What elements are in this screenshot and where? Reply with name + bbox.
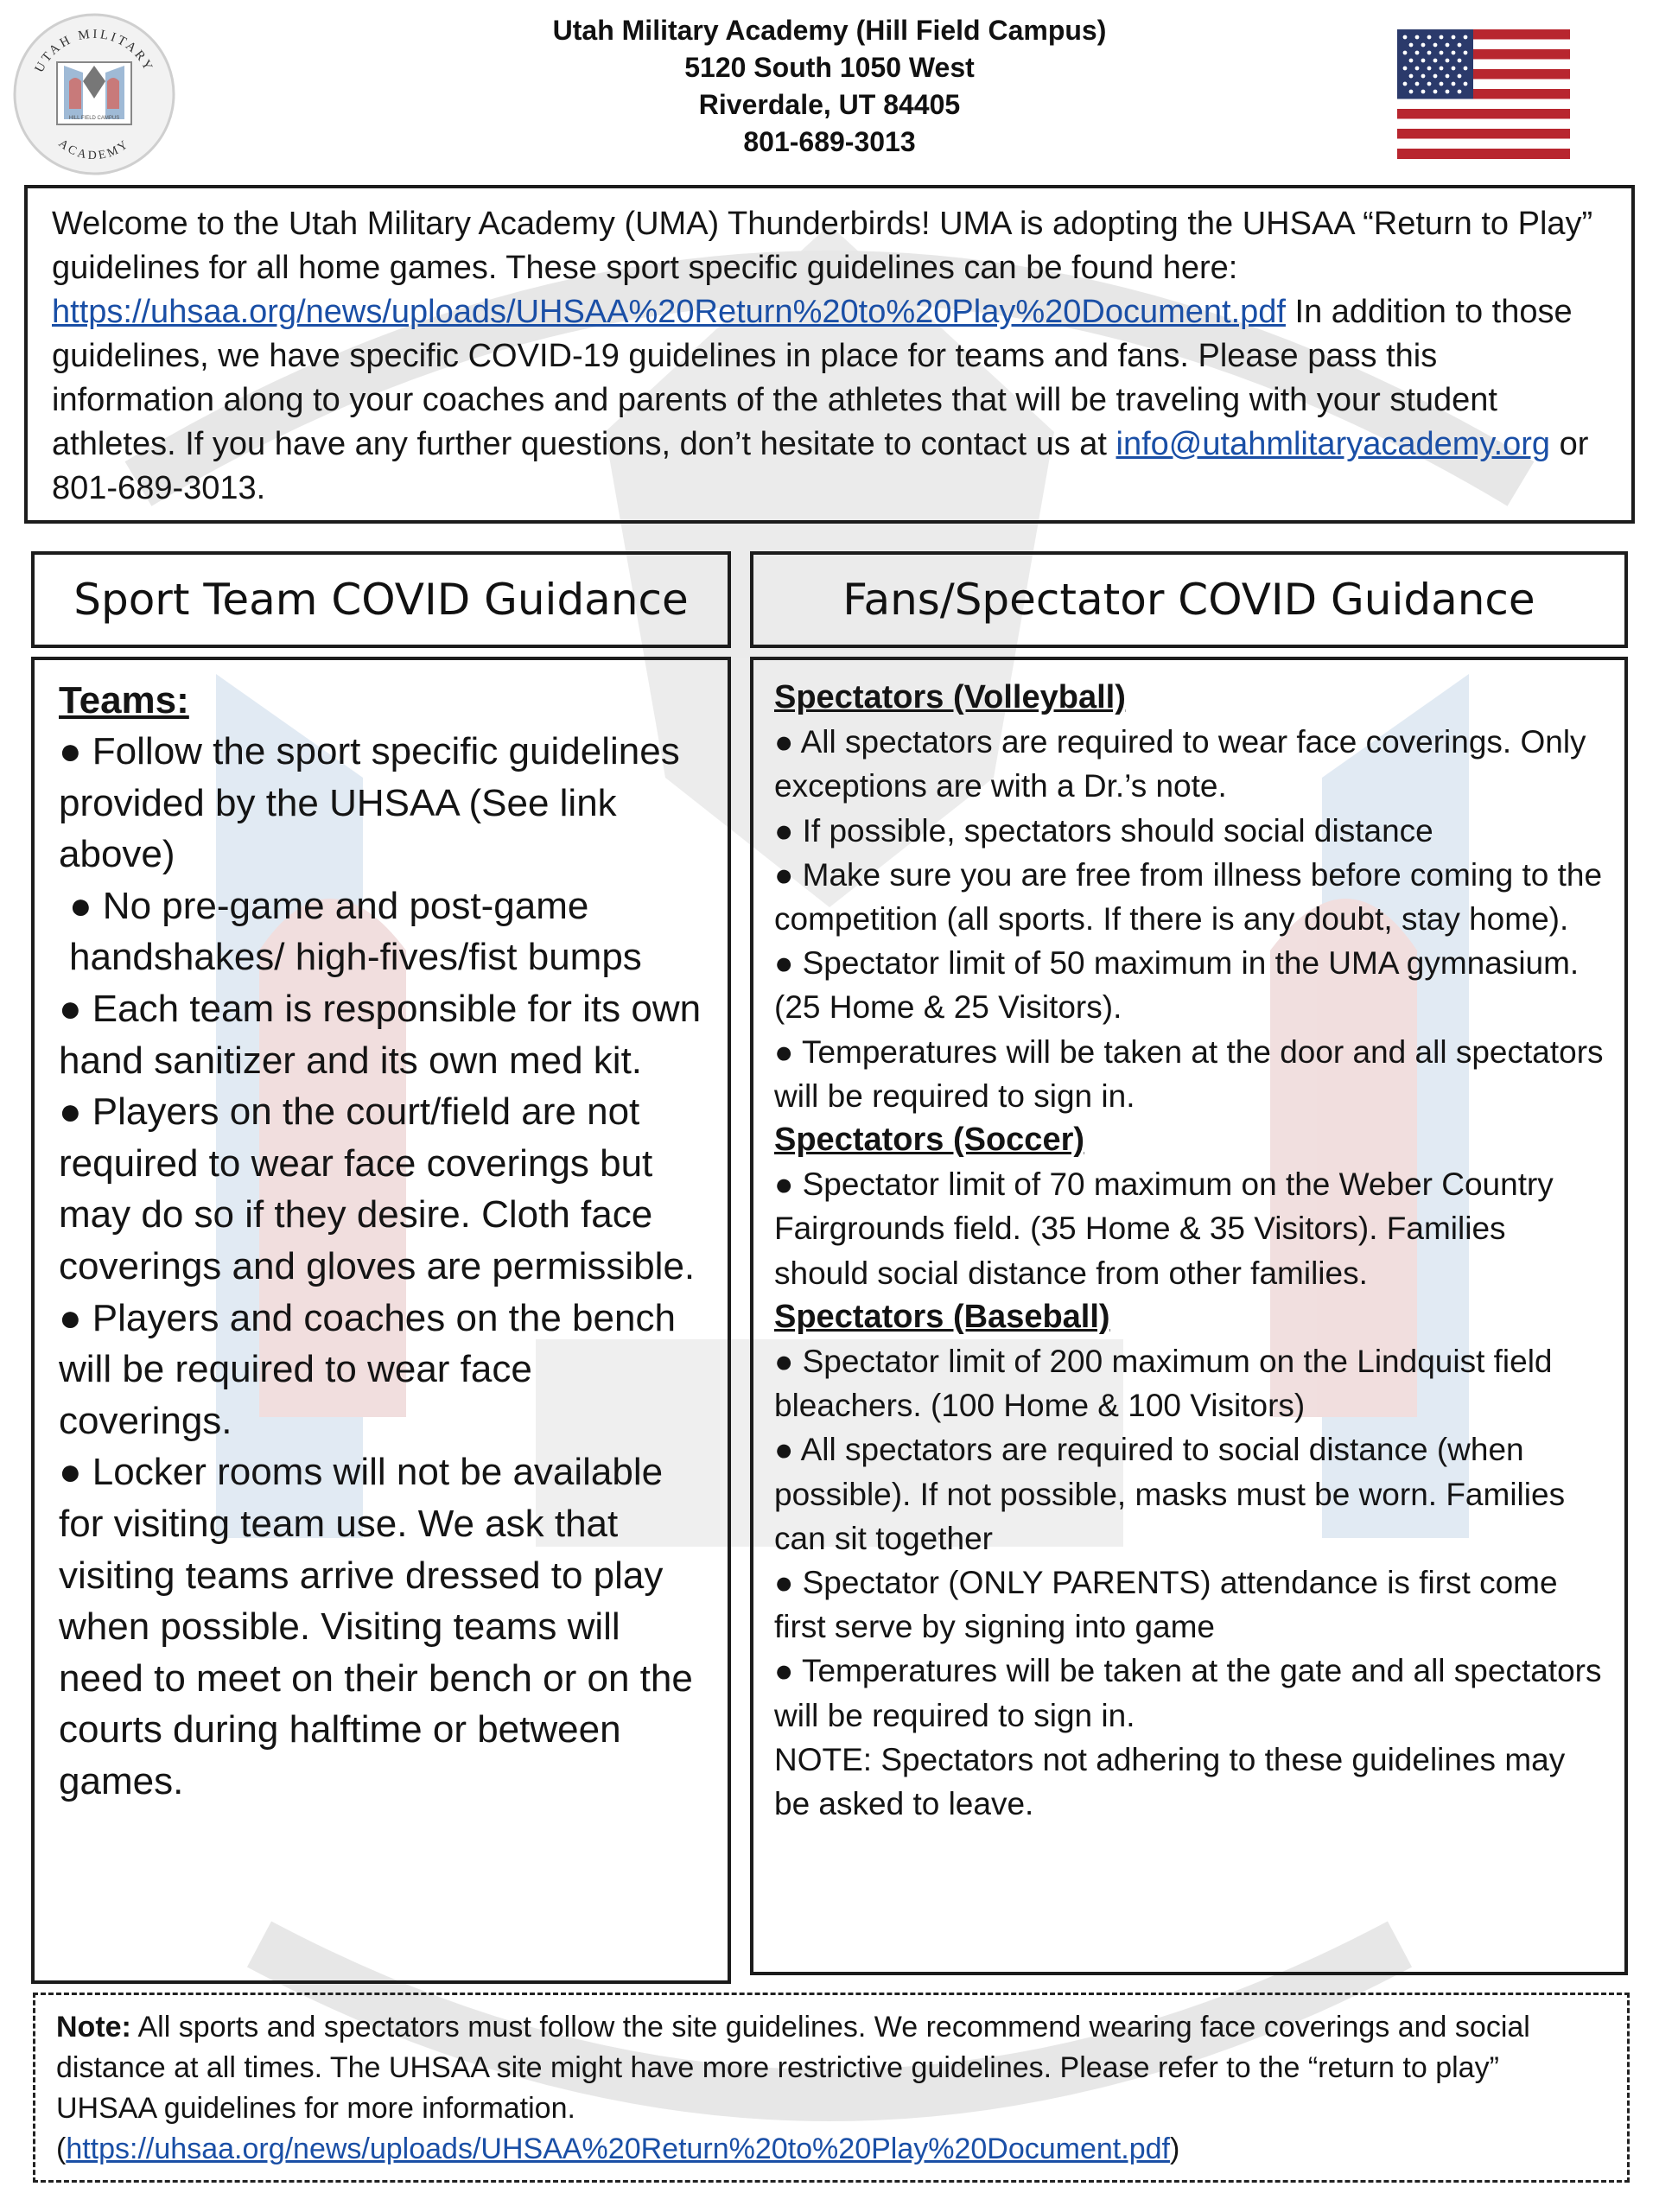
logo-bottom-text: ACADEMY [55, 137, 133, 163]
header-line-city: Riverdale, UT 84405 [698, 89, 961, 120]
intro-paragraph [52, 202, 1607, 511]
header-line-phone: 801-689-3013 [743, 126, 916, 157]
bottom-note-box [33, 1993, 1630, 2183]
soccer-item: ● Spectator limit of 70 maximum on the Weber Country Fairgrounds field. (35 Home & 35 Visitors). Families should social distance from other families. [774, 1166, 1554, 1291]
team-item: ● Each team is responsible for its own hand sanitizer and its own med kit. [59, 987, 702, 1082]
intro-text-3: or 801-689-3013. [52, 426, 1589, 506]
volleyball-item: ● Make sure you are free from illness before coming to the competition (all sports. If there is any doubt, stay home). [774, 856, 1603, 938]
intro-text-1: Welcome to the Utah Military Academy (UMA) Thunderbirds! UMA is adopting the UHSAA “Return to Play” guidelines for all home games. These sport specific guidelines can be found here: [52, 206, 1593, 286]
bottom-note-paragraph [56, 2007, 1606, 2170]
note-paren-open: ( [56, 2133, 67, 2165]
team-item: ● Players on the court/field are not required to wear face coverings but may do so if they desire. Cloth face coverings and gloves are permissible. [59, 1090, 696, 1287]
intro-box [24, 185, 1635, 524]
volleyball-item: ● Temperatures will be taken at the door and all spectators will be required to sign in. [774, 1033, 1604, 1114]
team-guidance-panel [31, 657, 731, 1984]
team-item: ● Locker rooms will not be available for visiting team use. We ask that visiting teams arrive dressed to play when possible. Visiting teams will need to meet on their bench or on the courts during halftime or between games. [59, 1451, 693, 1802]
baseball-item: ● Spectator limit of 200 maximum on the Lindquist field bleachers. (100 Home & 100 Visitors) [774, 1344, 1553, 1424]
team-guidance-heading: Sport Team COVID Guidance [31, 551, 731, 648]
volleyball-subheading: Spectators (Volleyball) [774, 679, 1126, 715]
header-line-street: 5120 South 1050 West [684, 52, 975, 83]
baseball-subheading: Spectators (Baseball) [774, 1298, 1110, 1335]
baseball-item: ● Temperatures will be taken at the gate and all spectators will be required to sign in. [774, 1653, 1602, 1733]
header-address [415, 12, 1244, 161]
us-flag-icon [1397, 29, 1570, 159]
soccer-subheading: Spectators (Soccer) [774, 1122, 1085, 1159]
baseball-note: NOTE: Spectators not adhering to these guidelines may be asked to leave. [774, 1741, 1566, 1822]
uma-logo [12, 12, 176, 176]
team-item: ● Follow the sport specific guidelines provided by the UHSAA (See link above) [59, 730, 680, 876]
baseball-item: ● Spectator (ONLY PARENTS) attendance is first come first serve by signing into game [774, 1565, 1558, 1645]
fan-guidance-panel [750, 657, 1628, 1975]
fan-guidance-heading: Fans/Spectator COVID Guidance [750, 551, 1628, 648]
note-paren-close: ) [1169, 2133, 1180, 2165]
team-item: ● Players and coaches on the bench will be required to wear face coverings. [59, 1296, 676, 1442]
uhsaa-guidelines-link[interactable]: https://uhsaa.org/news/uploads/UHSAA%20Return%20to%20Play%20Document.pdf [52, 294, 1286, 330]
note-label: Note: [56, 2011, 131, 2044]
volleyball-item: ● If possible, spectators should social distance [774, 812, 1433, 849]
header-line-school: Utah Military Academy (Hill Field Campus) [552, 15, 1107, 46]
teams-subheading: Teams: [59, 679, 189, 721]
contact-email-link[interactable]: info@utahmlitaryacademy.org [1116, 426, 1551, 462]
baseball-item: ● All spectators are required to social distance (when possible). If not possible, masks must be worn. Families can sit together [774, 1432, 1566, 1556]
volleyball-item: ● Spectator limit of 50 maximum in the UMA gymnasium. (25 Home & 25 Visitors). [774, 945, 1580, 1026]
volleyball-item: ● All spectators are required to wear face coverings. Only exceptions are with a Dr.’s note. [774, 724, 1586, 804]
intro-text-2: In addition to those guidelines, we have specific COVID-19 guidelines in place for teams and fans. Please pass this information along to your coaches and parents of the athletes that will be traveling with your student athletes. If you have any further questions, don’t hesitate to contact us at [52, 294, 1573, 462]
note-text: All sports and spectators must follow the site guidelines. We recommend wearing face coverings and social distance at all times. The UHSAA site might have more restrictive guidelines. Please refer to the “return to play” UHSAA guidelines for more information. [56, 2011, 1530, 2125]
team-item: ● No pre-game and post-game handshakes/ high-fives/fist bumps [69, 884, 642, 979]
logo-center-text: HILL FIELD CAMPUS [68, 116, 120, 121]
note-uhsaa-link[interactable]: https://uhsaa.org/news/uploads/UHSAA%20Return%20to%20Play%20Document.pdf [66, 2133, 1170, 2165]
logo-top-text: UTAH MILITARY [32, 27, 156, 75]
